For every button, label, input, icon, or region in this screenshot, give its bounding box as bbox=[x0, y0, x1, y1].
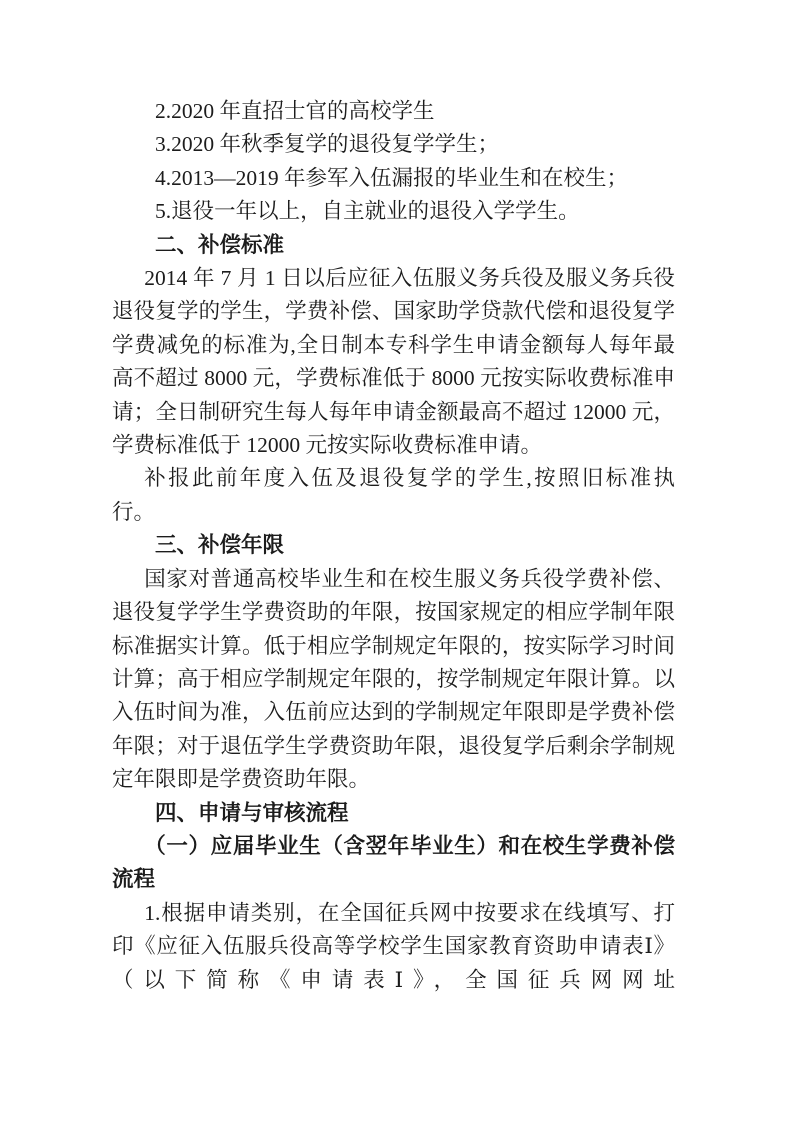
list-item: 4.2013—2019 年参军入伍漏报的毕业生和在校生； bbox=[155, 165, 629, 190]
list-item: 3.2020 年秋季复学的退役复学学生； bbox=[155, 132, 500, 157]
section-heading-2: 二、补偿标准 bbox=[155, 232, 285, 257]
paragraph-line: 2014 年 7 月 1 日以后应征入伍服义务兵役及服义务兵役 bbox=[144, 266, 675, 291]
paragraph-line: 请；全日制研究生每人每年申请金额最高不超过 12000 元， bbox=[112, 399, 675, 424]
paragraph-line: 计算；高于相应学制规定年限的，按学制规定年限计算。以 bbox=[112, 666, 675, 691]
paragraph-line: 入伍时间为准，入伍前应达到的学制规定年限即是学费补偿 bbox=[112, 700, 675, 725]
section-heading-4: 四、申请与审核流程 bbox=[155, 800, 349, 825]
paragraph-line: 退役复学学生学费资助的年限，按国家规定的相应学制年限 bbox=[112, 600, 675, 625]
paragraph-line: 年限；对于退伍学生学费资助年限，退役复学后剩余学制规 bbox=[112, 733, 675, 758]
paragraph-line: 印《应征入伍服兵役高等学校学生国家教育资助申请表Ⅰ》 bbox=[112, 934, 675, 959]
subsection-heading: 流程 bbox=[112, 867, 156, 892]
document-body bbox=[112, 95, 675, 997]
list-item: 5.退役一年以上，自主就业的退役入学学生。 bbox=[155, 199, 580, 224]
paragraph-line: 标准据实计算。低于相应学制规定年限的，按实际学习时间 bbox=[112, 633, 675, 658]
paragraph-line: 行。 bbox=[112, 499, 156, 524]
paragraph-line: 高不超过 8000 元，学费标准低于 8000 元按实际收费标准申 bbox=[112, 366, 675, 391]
section-heading-3: 三、补偿年限 bbox=[155, 533, 285, 558]
paragraph-line: 定年限即是学费资助年限。 bbox=[112, 767, 371, 792]
list-item: 2.2020 年直招士官的高校学生 bbox=[155, 99, 435, 123]
paragraph-line: 学费减免的标准为,全日制本专科学生申请金额每人每年最 bbox=[112, 332, 675, 357]
subsection-heading: （一）应届毕业生（含翌年毕业生）和在校生学费补偿 bbox=[144, 833, 675, 858]
paragraph-line: 国家对普通高校毕业生和在校生服义务兵役学费补偿、 bbox=[144, 566, 675, 591]
paragraph-line: 学费标准低于 12000 元按实际收费标准申请。 bbox=[112, 433, 543, 458]
paragraph-line: 补报此前年度入伍及退役复学的学生,按照旧标准执 bbox=[144, 466, 675, 491]
paragraph-line: （以下简称《申请表Ⅰ》，全国征兵网网址 bbox=[112, 967, 675, 992]
paragraph-line: 1.根据申请类别，在全国征兵网中按要求在线填写、打 bbox=[144, 900, 675, 925]
paragraph-line: 退役复学的学生，学费补偿、国家助学贷款代偿和退役复学 bbox=[112, 299, 675, 324]
